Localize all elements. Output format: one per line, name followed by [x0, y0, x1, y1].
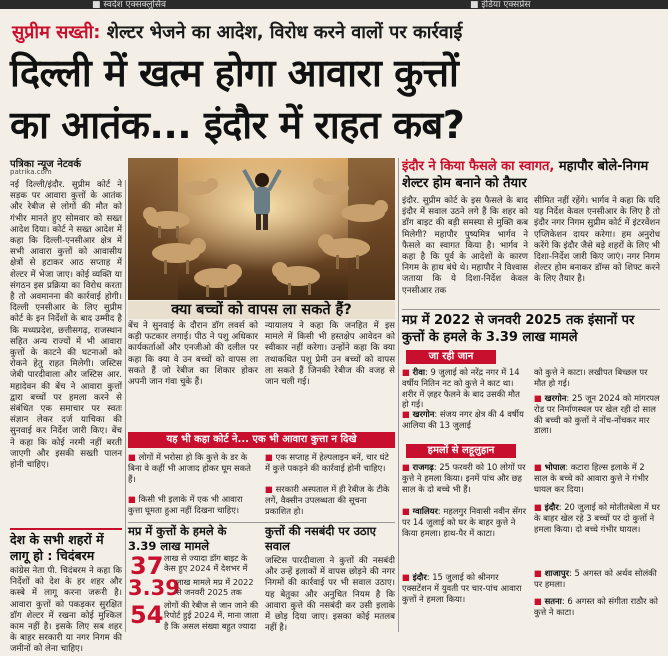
bullet-text: सरकारी अस्पताल में ही रेबीज के टीके लगें, वैक्सीन उपलब्धता की सूचना प्रकाशित हो। [265, 484, 390, 516]
left-divider [10, 528, 122, 530]
stat-text-1: लाख से ज्यादा डॉग बाइट के केस हुए 2024 में देशभर में [164, 553, 248, 574]
death-item-1: ■ रीवा: 9 जुलाई को नरेंद्र नगर में 14 वर्षीय नितिन नट को कुत्ते ने काट था। शरीर में ज़हर फैलने के बाद उसकी मौत हो गई। [402, 367, 520, 410]
attack-item-1: ■ राजगढ़: 25 फरवरी को 10 लोगों पर कुत्ते ने हमला किया। इनमें पांच और छह साल के दो बच्चे भी हैं। [402, 462, 526, 494]
center-col-2: न्यायालय ने कहा कि जनहित में इस मामले में किसी भी हस्तक्षेप आवेदन को स्वीकार नहीं करेगा। उन्होंने कहा कि क्या तथाकथित पशु प्रेमी उन बच्चों को वापस ला सकते हैं जिनकी रेबीज की वजह से जान चली गई। [265, 321, 395, 388]
right-divider [402, 309, 660, 310]
center-bullet-right-2: ■ सरकारी अस्पताल में ही रेबीज के टीके लगें, वैक्सीन उपलब्धता की सूचना प्रकाशित हो। [265, 484, 390, 516]
headline-line-2: का आतंक... इंदौर में राहत कब? [10, 103, 465, 147]
column-rule-right [398, 158, 399, 632]
top-strip [0, 0, 668, 9]
kicker-label: सुप्रीम सख्ती: [12, 22, 101, 43]
mp-stats-heading: मप्र में कुत्तों के हमले के 3.39 लाख मामले [128, 524, 227, 553]
attacks-label: हमलों से लहूलुहान [406, 444, 516, 458]
attack-text: : 25 फरवरी को 10 लोगों पर कुत्ते ने हमला किया। इनमें पांच और छह साल के दो बच्चे भी हैं। [402, 462, 526, 494]
stray-dogs-illustration [128, 158, 395, 300]
center-banner: यह भी कहा कोर्ट ने... एक भी आवारा कुत्ता न दिखे [128, 432, 395, 448]
stat-number-2: 3.39 [128, 576, 180, 600]
kicker-text: शेल्टर भेजने का आदेश, विरोध करने वालों पर कार्रवाई [100, 22, 463, 43]
death-place: खरगोन [412, 409, 435, 419]
attack-text: : 5 अगस्त को अर्थव सोलंकी पर हमला। [534, 568, 657, 589]
strip-right-text: ■ इंडिया एक्सप्रेस [470, 0, 531, 10]
stat-text-3: लोगों की रेबीज से जान जाने की रिपोर्ट हुई 2024 में, माना जाता है कि असल संख्या बहुत ज्यादा [164, 600, 259, 631]
death-text: : 25 जून 2024 को मांगरपल रोड पर निर्माणस्थल पर खेल रही दो साल की बच्ची को कुत्तों ने नोंच-नोंचकर मार डाला। [534, 393, 660, 436]
strip-left-text: ■ स्वदेश एक्सक्लुसिव [92, 0, 166, 10]
attack-text: : 20 जुलाई को मोतीतबेला में घर के बाहर खेल रहे 3 बच्चों पर दो कुत्तों ने हमला किया। दो बच्चे गंभीर घायल। [534, 502, 660, 534]
bullet-text: किसी भी इलाके में एक भी आवारा कुत्ता घूमता हुआ नहीं दिखना चाहिए। [128, 494, 243, 515]
attack-item-7: ■ सतना: 6 अगस्त को संगीता राठौर को कुत्ते ने काटा। [534, 596, 658, 617]
attack-place: ग्वालियर [412, 506, 438, 516]
death-place: खरगोन [544, 393, 567, 403]
sterilization-body: जस्टिस पारदीवाला ने कुत्तों की नसबंदी और उन्हें इलाकों में वापस छोड़ने की नगर निगमों की कार्रवाई पर भी सवाल उठाए। यह बेतुका और अनुचित नियम है कि आवारा कुत्ते की नसबंदी कर उसी इलाके में छोड़ दिया जाए। इसका कोई मतलब नहीं है। [265, 556, 395, 634]
left-subbody: कांग्रेस नेता पी. चिदंबरम ने कहा कि निर्देशों को देश के हर शहर और कस्बे में लागू करना जरूरी है। आवारा कुत्तों को पकड़कर सुरक्षित डॉग शेल्टर में रखना कोई मुश्किल काम नहीं है। इसके लिए सब शहर के बाहर सरकारी या नगर निगम की जमीनों को लेना चाहिए। [10, 566, 122, 655]
left-column-body: नई दिल्ली/इंदौर. सुप्रीम कोर्ट ने सड़क पर आवारा कुत्तों के आतंक और रेबीज से लोगों की मौत को गंभीर मानते हुए सोमवार को सख्त आदेश दिया। कोर्ट ने सख्त आदेश में कहा कि दिल्ली-एनसीआर क्षेत्र में सभी आवारा कुत्तों को आवासीय क्षेत्रों से हटाकर आठ सप्ताह में शेल्टर में भेजा जाए। कोई व्यक्ति या संगठन इस प्रक्रिया का विरोध करता है तो अवमानना की कार्रवाई होगी। दिल्ली एनसीआर के लिए सुप्रीम कोर्ट के इन निर्देशों के बाद उम्मीद है कि मध्यप्रदेश, छत्तीसगढ़, राजस्थान सहित अन्य राज्यों में भी आवारा कुत्तों के काटने की घटनाओं को रोकने हेतु राहत मिलेगी। जस्टिस जेबी पारदीवाला और जस्टिस आर. महादेवन की बेंच ने आवारा कुत्तों द्वारा बच्चों पर हमला करने से संबंधित एक समाचार पर स्वतः संज्ञान लेकर दर्ज याचिका की सुनवाई कर निर्देश जारी किए। बेंच ने कहा कि कोई नरमी नहीं बरती जाएगी और इसकी सख्ती पालन होनी चाहिए। [10, 180, 122, 471]
center-question: क्या बच्चों को वापस ला सकते हैं? [128, 301, 395, 319]
stat-number-3: 54 [130, 601, 164, 629]
attack-place: राजगढ़ [412, 462, 434, 472]
byline-site: patrika.com [10, 168, 52, 176]
attack-place: इंदौर [544, 502, 559, 512]
headline [10, 47, 660, 151]
attack-place: शाजापुर [544, 568, 570, 578]
hero-photo [128, 158, 395, 300]
death-text: को कुत्ते ने काटा। लखीपत बिच्छल पर मौत हो गई। [534, 367, 648, 388]
death-text: : संजय नगर क्षेत्र की 4 वर्षीय आलिया की 13 जुलाई [402, 409, 524, 430]
right-col-1: इंदौर. सुप्रीम कोर्ट के इस फैसले के बाद इंदौर में सवाल उठने लगे हैं कि शहर को डॉग बाइट की बड़ी समस्या से मुक्ति कब मिलेगी? महापौर पुष्यमित्र भार्गव ने फैसले का स्वागत किया है। भार्गव ने कहा है कि पूर्व के आदेशों के कारण निगम के हाथ बंधे थे। महापौर ने विश्वास जताया कि ये दिशा-निर्देश केवल एनसीआर तक [402, 196, 528, 296]
sterilization-heading: कुत्तों की नसबंदी पर उठाए सवाल [265, 524, 376, 553]
right-heading [402, 158, 660, 192]
center-bullet-right-1: ■ एक सप्ताह में हेल्पलाइन बनें, चार घंटे में कुत्ते पकड़ने की कार्रवाई होनी चाहिए। [265, 452, 389, 473]
center-bullet-left-2: ■ किसी भी इलाके में एक भी आवारा कुत्ता घूमता हुआ नहीं दिखना चाहिए। [128, 494, 243, 515]
left-subhead: देश के सभी शहरों में लागू हो : चिदंबरम [10, 532, 104, 563]
death-item-2: ■ खरगोन: संजय नगर क्षेत्र की 4 वर्षीय आलिया की 13 जुलाई [402, 409, 524, 430]
right-heading-black: महापौर बोले-निगम शेल्टर होम बनाने को तैयार [402, 159, 649, 191]
attack-place: भोपाल [544, 462, 566, 472]
bullet-text: एक सप्ताह में हेल्पलाइन बनें, चार घंटे में कुत्ते पकड़ने की कार्रवाई होनी चाहिए। [265, 452, 389, 473]
column-rule-left [125, 180, 126, 632]
attack-text: : कटारा हिल्स इलाके में 2 साल के बच्चे को आवारा कुत्ते ने गंभीर घायल कर दिया। [534, 462, 649, 494]
stat-number-1: 37 [130, 552, 164, 580]
right-heading-red: इंदौर ने किया फैसले का स्वागत, [402, 159, 555, 174]
death-text: : 9 जुलाई को नरेंद्र नगर में 14 वर्षीय नितिन नट को कुत्ते ने काट था। शरीर में ज़हर फैलने के बाद उसकी मौत हो गई। [402, 367, 520, 410]
headline-line-1: दिल्ली में खत्म होगा आवारा कुत्तों [10, 51, 459, 95]
attack-place: इंदौर [412, 572, 427, 582]
attack-text: : 15 जुलाई को श्रीनगर एक्सटेंशन में युवती पर चार-पांच आवारा कुत्तों ने हमला किया। [402, 572, 522, 604]
center-bullet-left-1: ■ लोगों में भरोसा हो कि कुत्ते के डर के बिना वे कहीं भी आजाद होकर घूम सकते हैं। [128, 452, 251, 484]
death-item-3 [534, 367, 660, 389]
death-item-4: ■ खरगोन: 25 जून 2024 को मांगरपल रोड पर निर्माणस्थल पर खेल रही दो साल की बच्ची को कुत्तों ने नोंच-नोंचकर मार डाला। [534, 393, 660, 436]
attack-text: : 6 अगस्त को संगीता राठौर को कुत्ते ने काटा। [534, 596, 658, 617]
deaths-label: जा रही जान [406, 350, 496, 364]
death-place: रीवा [412, 367, 426, 377]
attack-place: सतना [544, 596, 562, 606]
right-mp-heading: मप्र में 2022 से जनवरी 2025 तक इंसानों पर कुत्तों के हमले के 3.39 लाख मामले [402, 313, 635, 345]
attack-item-3: ■ इंदौर: 15 जुलाई को श्रीनगर एक्सटेंशन में युवती पर चार-पांच आवारा कुत्तों ने हमला किया। [402, 572, 522, 604]
byline-author: पत्रिका न्यूज नेटवर्क [10, 159, 82, 170]
attack-item-5: ■ इंदौर: 20 जुलाई को मोतीतबेला में घर के बाहर खेल रहे 3 बच्चों पर दो कुत्तों ने हमला किया। दो बच्चे गंभीर घायल। [534, 502, 660, 534]
attack-text: : महलगुर निवासी नवीन सेंगर पर 14 जुलाई को घर के बाहर कुत्ते ने किया हमला। हाथ-पैर में काटा। [402, 506, 527, 538]
center-col-1: बेंच ने सुनवाई के दौरान डॉग लवर्स को कड़ी फटकार लगाई। पीठ ने पशु अधिकार कार्यकर्ताओं और एनजीओ की दलील पर कहा कि क्या वे उन बच्चों को वापस ला सकते हैं जो रेबीज का शिकार होकर अपनी जान गंवा चुके हैं। [128, 321, 258, 388]
kicker [12, 20, 462, 44]
center-divider [128, 522, 395, 523]
bullet-text: लोगों में भरोसा हो कि कुत्ते के डर के बिना वे कहीं भी आजाद होकर घूम सकते हैं। [128, 452, 251, 484]
attack-item-6: ■ शाजापुर: 5 अगस्त को अर्थव सोलंकी पर हमला। [534, 568, 657, 589]
right-col-2: सीमित नहीं रहेंगे। भार्गव ने कहा कि यदि यह निर्देश केवल एनसीआर के लिए है तो इंदौर नगर निगम सुप्रीम कोर्ट में इंटरवेंशन एप्लिकेशन दायर करेगा। हम अनुरोध करेंगे कि इंदौर जैसे बड़े शहरों के लिए भी दिशा-निर्देश जारी किए जाएं। नगर निगम शेल्टर होम बनाकर डॉग्स को शिफ्ट करने के लिए तैयार है। [534, 196, 660, 285]
attack-item-2: ■ ग्वालियर: महलगुर निवासी नवीन सेंगर पर 14 जुलाई को घर के बाहर कुत्ते ने किया हमला। हाथ-पैर में काटा। [402, 506, 527, 538]
stat-text-2: लाख मामले मप्र में 2022 से जनवरी 2025 तक [176, 577, 254, 598]
attack-item-4: ■ भोपाल: कटारा हिल्स इलाके में 2 साल के बच्चे को आवारा कुत्ते ने गंभीर घायल कर दिया। [534, 462, 649, 494]
